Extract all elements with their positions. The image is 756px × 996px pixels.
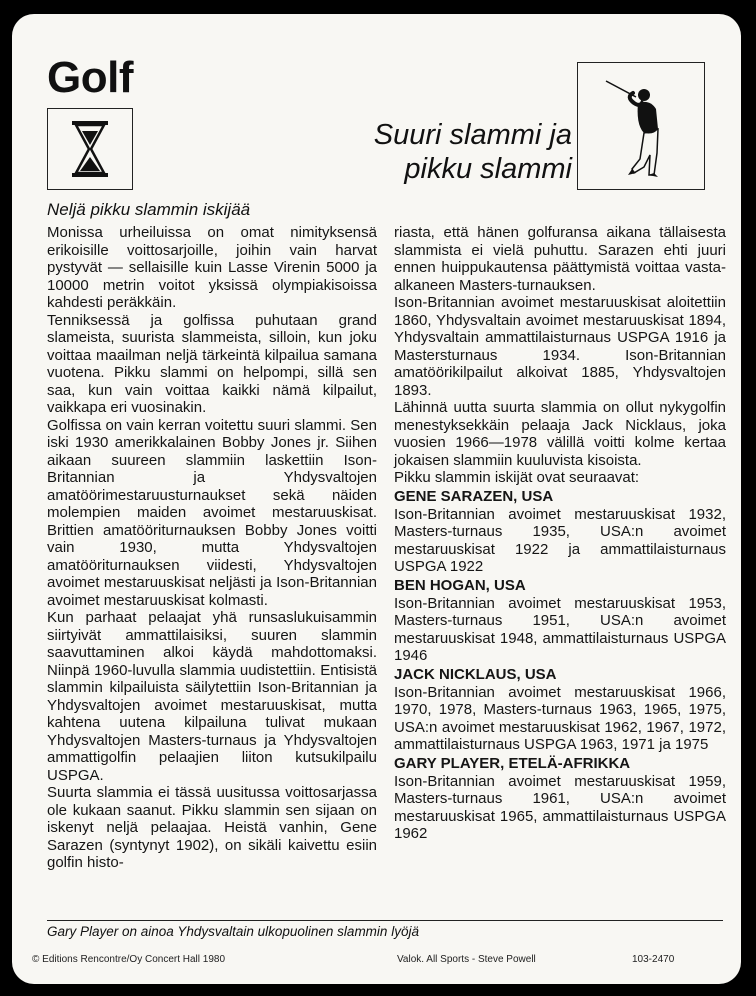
paragraph: Monissa urheiluissa on omat nimityksensä erikoisille voittosarjoille, joihin vain harvat pystyvät — sellaisille kuin Lasse Virenin 5000 ja 10000 metrin voitot yksissä olympiakisoissa kahdesti peräkkäin. [47, 224, 377, 311]
paragraph: Lähinnä uutta suurta slammia on ollut nykygolfin menestyksekkäin pelaaja Jack Nicklaus, joka vuosien 1966—1978 välillä voitti kolme kertaa jokaisen slammiin kuuluvista kisoista. [394, 399, 726, 469]
player-record: Ison-Britannian avoimet mestaruuskisat 1966, 1970, 1978, Masters-turnaus 1963, 1965, 1975, USA:n avoimet mestaruuskisat 1962, 1967, 1972, ammattilaisturnaus USPGA 1963, 1971 ja 1975 [394, 683, 726, 753]
player-record: Ison-Britannian avoimet mestaruuskisat 1932, Masters-turnaus 1935, USA:n avoimet mestaruuskisat 1922 ja ammattilaisturnaus USPGA 1922 [394, 505, 726, 575]
paragraph: Suurta slammia ei tässä uusitussa voittosarjassa ole kukaan saanut. Pikku slammin sen sijaan on iskenyt neljä pelaajaa. Heistä vanhin, Gene Sarazen (syntynyt 1902), on sikäli kaivettu esiin golfin histo- [47, 784, 377, 871]
left-column [47, 224, 377, 872]
player-name: BEN HOGAN, USA [394, 576, 526, 594]
sport-title: Golf [47, 53, 133, 102]
footnote-divider [47, 920, 723, 921]
player-name: GENE SARAZEN, USA [394, 487, 554, 505]
right-column [394, 224, 726, 843]
paragraph: Tenniksessä ja golfissa puhutaan grand slameista, suurista slammeista, silloin, kun joku voittaa maailman neljä tärkeintä kilpailua samana vuotena. Pikku slammi on helpompi, sillä sen saa, kun vain voittaa kaikki nämä kilpailut, vaikkapa eri vuosinakin. [47, 311, 377, 416]
paragraph: Golfissa on vain kerran voitettu suuri slammi. Sen iski 1930 amerikkalainen Bobby Jones jr. Siihen aikaan suureen slammiin laskettiin Ison-Britannian ja Yhdysvaltojen amatöörimestaruusturnaukset sekä näiden molempien maiden avoimet mestaruuskisat. Brittien amatööriturnauksen Bobby Jones voitti vain 1930, mutta Yhdysvaltojen amatööriturnauksen viidesti, Yhdysvaltojen avoimet mestaruuskisat neljästi ja Ison-Britannian avoimet mestaruuskisat kolmasti. [47, 416, 377, 609]
player-name: JACK NICKLAUS, USA [394, 665, 557, 683]
card-code: 103-2470 [632, 954, 675, 965]
main-title-line-1: Suuri slammi ja [373, 119, 572, 151]
sport-card [12, 14, 741, 984]
player-record: Ison-Britannian avoimet mestaruuskisat 1953, Masters-turnaus 1951, USA:n avoimet mestaruuskisat 1948, ammattilaisturnaus USPGA 1946 [394, 594, 726, 664]
section-subtitle: Neljä pikku slammin iskijää [47, 200, 251, 219]
paragraph: Kun parhaat pelaajat yhä runsaslukuisammin siirtyivät ammattilaisiksi, suuren slammin saavuttaminen alkoi käydä mahdottomaksi. Niinpä 1960-luvulla slammia uudistettiin. Entisistä slammin kilpailuista säilytettiin Ison-Britannian ja Yhdysvaltojen avoimet mestaruuskisat, mutta kahtena uutena kilpailuna tulivat mukaan Yhdysvaltojen Masters-turnaus ja Yhdysvaltojen ammattigolfin pelaajien liiton kutsukilpailu USPGA. [47, 609, 377, 784]
paragraph: Ison-Britannian avoimet mestaruuskisat aloitettiin 1860, Yhdysvaltain avoimet mestaruuskisat 1894, Yhdysvaltain ammattilaisturnaus USPGA 1916 ja Mastersturnaus 1934. Ison-Britannian amatöörikilpailut alkoivat 1885, Yhdysvaltojen 1893. [394, 294, 726, 399]
main-title [282, 118, 572, 186]
golfer-icon [577, 62, 705, 190]
footnote: Gary Player on ainoa Yhdysvaltain ulkopuolinen slammin lyöjä [47, 924, 419, 939]
player-name: GARY PLAYER, ETELÄ-AFRIKKA [394, 754, 631, 772]
copyright-credit: © Editions Rencontre/Oy Concert Hall 1980 [32, 954, 226, 965]
player-record: Ison-Britannian avoimet mestaruuskisat 1959, Masters-turnaus 1961, USA:n avoimet mestaruuskisat 1965, ammattilaisturnaus USPGA 1962 [394, 772, 726, 842]
main-title-line-2: pikku slammi [404, 153, 572, 185]
photo-credit: Valok. All Sports - Steve Powell [397, 954, 536, 965]
paragraph: Pikku slammin iskijät ovat seuraavat: [394, 469, 640, 486]
paragraph: riasta, että hänen golfuransa aikana tällaisesta slammista ei vielä puhuttu. Sarazen ehti juuri ennen huippukautensa päättymistä voittaa vasta-alkaneen Masters-turnauksen. [394, 224, 726, 294]
hourglass-icon [47, 108, 133, 190]
